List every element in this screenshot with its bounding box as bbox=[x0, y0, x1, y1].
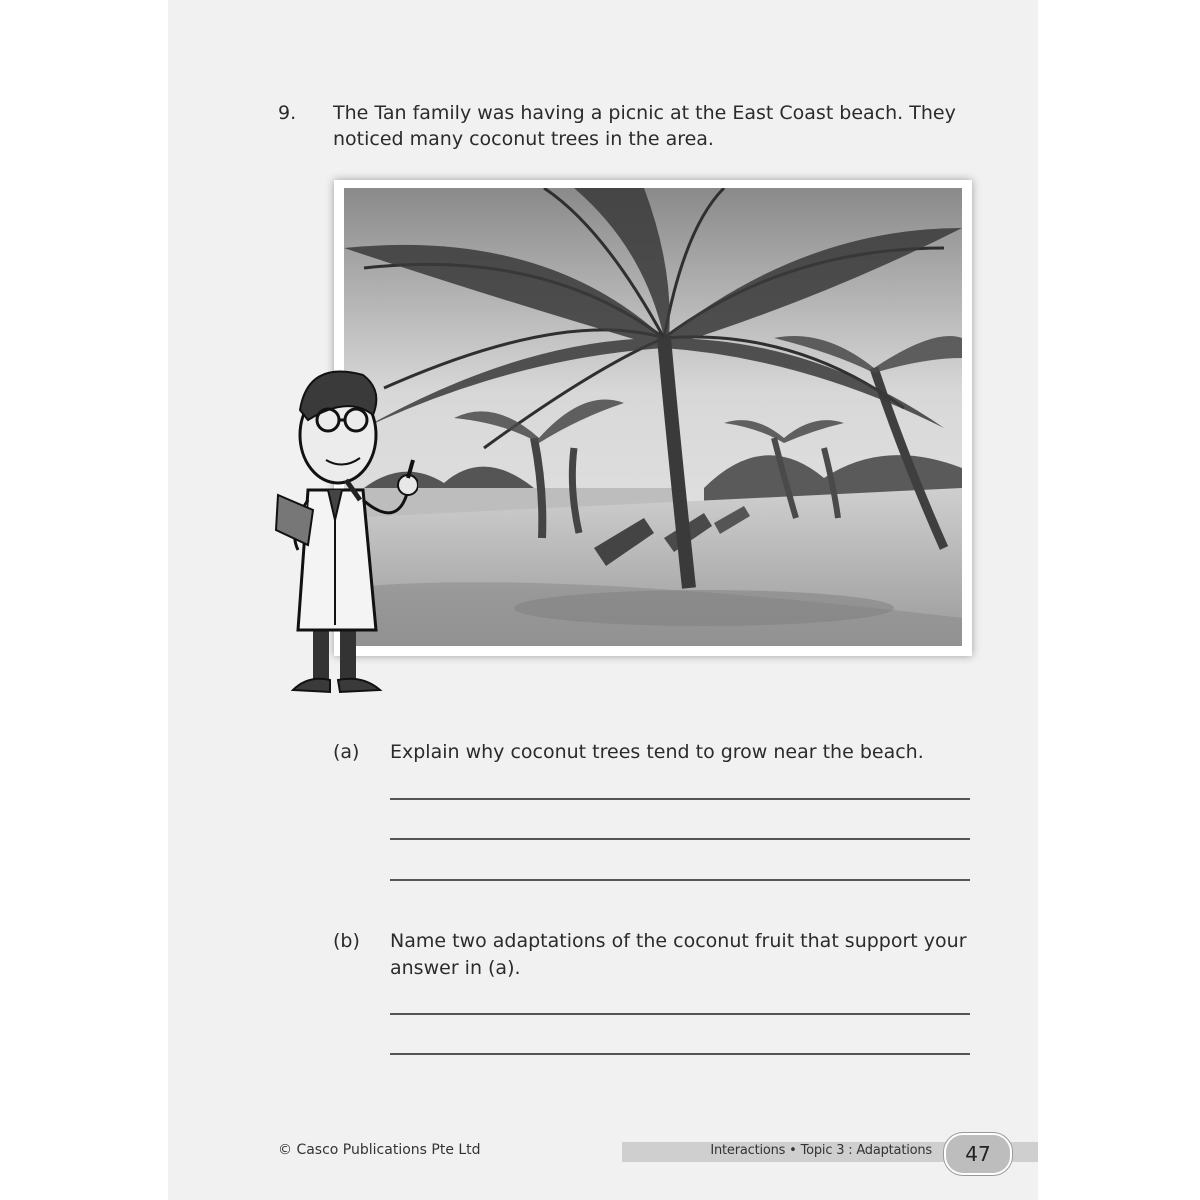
question-number: 9. bbox=[278, 102, 297, 124]
footer-topic: Interactions • Topic 3 : Adaptations bbox=[710, 1143, 932, 1158]
part-a-label: (a) bbox=[333, 741, 360, 763]
page-number: 47 bbox=[944, 1133, 1012, 1175]
part-b-label: (b) bbox=[333, 930, 360, 952]
answer-line-b2[interactable] bbox=[390, 1053, 970, 1055]
scientist-cartoon-icon bbox=[268, 360, 418, 700]
answer-line-a2[interactable] bbox=[390, 838, 970, 840]
answer-line-b1[interactable] bbox=[390, 1013, 970, 1015]
copyright-notice: © Casco Publications Pte Ltd bbox=[278, 1142, 481, 1158]
question-text: The Tan family was having a picnic at the East Coast beach. They noticed many coconut trees in the area. bbox=[333, 102, 956, 150]
answer-line-a3[interactable] bbox=[390, 879, 970, 881]
part-b-text: Name two adaptations of the coconut fruit that support your answer in (a). bbox=[390, 930, 967, 979]
part-a-text: Explain why coconut trees tend to grow near the beach. bbox=[390, 741, 924, 763]
beach-photo bbox=[334, 180, 972, 656]
answer-line-a1[interactable] bbox=[390, 798, 970, 800]
beach-coconut-trees-photo bbox=[344, 188, 962, 646]
